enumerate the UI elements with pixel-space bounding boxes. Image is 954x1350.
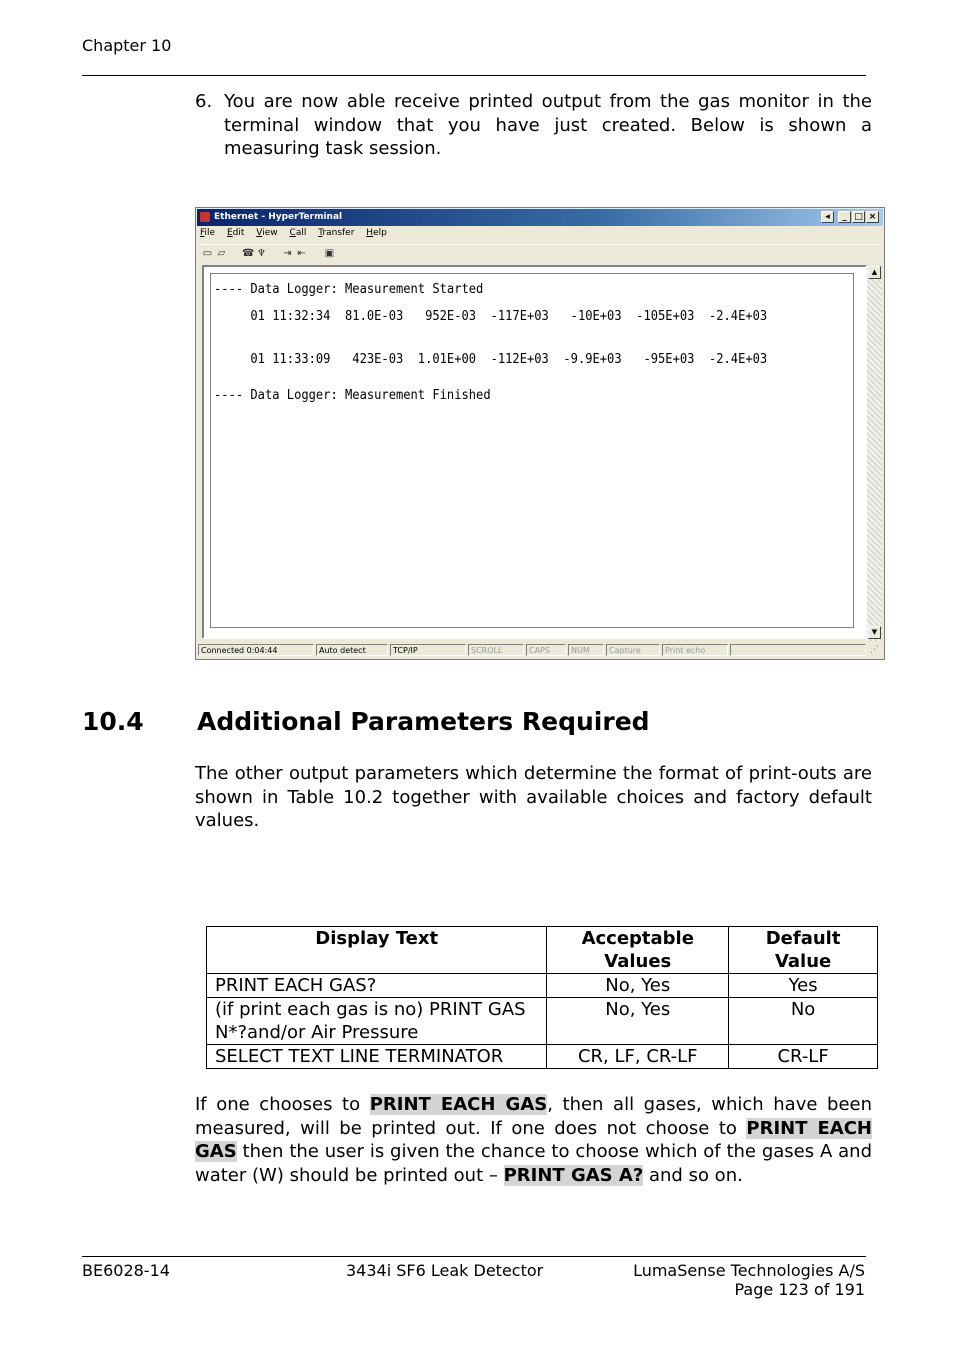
- section-heading: [82, 707, 650, 736]
- status-capture: Capture: [606, 644, 660, 656]
- para-text: , then all gases, which have been measured, will be printed out. If one does not choose to: [195, 1094, 872, 1139]
- column-header: Display Text: [207, 927, 547, 974]
- menu-call[interactable]: Call: [289, 228, 307, 238]
- terminal-line: 01 11:32:34 81.0E-03 952E-03 -117E+03 -10E+03 -105E+03 -2.4E+03: [214, 309, 768, 324]
- footer-rule: [82, 1256, 866, 1257]
- footer-doc-number: BE6028-14: [82, 1261, 170, 1280]
- para-text: If one chooses to: [195, 1094, 370, 1115]
- para-text: and so on.: [643, 1164, 743, 1186]
- section-title: Additional Parameters Required: [197, 707, 650, 736]
- hyperterminal-window: [195, 207, 885, 660]
- call-icon[interactable]: ☎: [242, 248, 255, 259]
- status-connected: Connected 0:04:44: [198, 644, 314, 656]
- footer-product: 3434i SF6 Leak Detector: [346, 1261, 544, 1280]
- status-num: NUM: [568, 644, 604, 656]
- footer-company: LumaSense Technologies A/S: [633, 1261, 865, 1280]
- open-icon[interactable]: ▱: [217, 248, 226, 259]
- window-titlebar: [197, 209, 883, 226]
- table-cell: No, Yes: [547, 998, 729, 1045]
- status-blank: [730, 644, 866, 656]
- column-header: Default Value: [729, 927, 878, 974]
- table-cell: No: [729, 998, 878, 1045]
- table-cell: SELECT TEXT LINE TERMINATOR: [207, 1045, 547, 1069]
- table-row: [207, 974, 878, 998]
- status-protocol: TCP/IP: [390, 644, 466, 656]
- vertical-scrollbar[interactable]: [867, 265, 882, 641]
- terminal-line: ---- Data Logger: Measurement Started: [214, 282, 484, 297]
- highlight-print-each-gas: PRINT EACH GAS: [369, 1094, 548, 1115]
- parameters-table: [206, 926, 878, 1069]
- table-cell: CR-LF: [729, 1045, 878, 1069]
- status-print-echo: Print echo: [662, 644, 728, 656]
- step-6: [195, 90, 872, 161]
- hyperterminal-icon: [200, 212, 210, 222]
- print-each-gas-paragraph: [195, 1093, 872, 1187]
- intro-paragraph: The other output parameters which determine the format of print-outs are shown in Table 10.2 together with available choices and factory default values.: [195, 763, 872, 831]
- resize-grip-icon[interactable]: ⋰: [870, 645, 879, 655]
- menu-file[interactable]: File: [200, 228, 216, 238]
- menu-transfer[interactable]: Transfer: [318, 228, 355, 238]
- scroll-down-icon[interactable]: ▼: [868, 626, 881, 639]
- terminal-line: ---- Data Logger: Measurement Finished: [214, 388, 491, 403]
- table-cell: (if print each gas is no) PRINT GAS N*?and/or Air Pressure: [207, 998, 547, 1045]
- scroll-up-icon[interactable]: ▲: [868, 266, 881, 279]
- menu-bar: [200, 228, 396, 238]
- section-number: 10.4: [82, 707, 144, 736]
- table-header-row: [207, 927, 878, 974]
- highlight-print-each-gas: PRINT EACH GAS: [195, 1117, 872, 1162]
- properties-icon[interactable]: ▣: [324, 248, 335, 259]
- receive-icon[interactable]: ⇤: [297, 248, 306, 259]
- menu-edit[interactable]: Edit: [226, 228, 245, 238]
- highlight-print-gas-a: PRINT GAS A?: [503, 1164, 644, 1186]
- terminal-screen: [210, 273, 854, 628]
- toolbar: [200, 244, 880, 262]
- table-cell: PRINT EACH GAS?: [207, 974, 547, 998]
- status-caps: CAPS: [526, 644, 566, 656]
- terminal-area[interactable]: [202, 265, 867, 639]
- send-icon[interactable]: ⇥: [283, 248, 292, 259]
- step-number: 6.: [195, 91, 213, 112]
- terminal-line: 01 11:33:09 423E-03 1.01E+00 -112E+03 -9.9E+03 -95E+03 -2.4E+03: [214, 352, 768, 367]
- chapter-header: Chapter 10: [82, 36, 172, 55]
- table-cell: No, Yes: [547, 974, 729, 998]
- status-bar: [198, 643, 882, 658]
- step-text: You are now able receive printed output from the gas monitor in the terminal window that you have just created. Below is shown a measuring task session.: [224, 91, 872, 159]
- table-row: [207, 998, 878, 1045]
- disconnect-icon[interactable]: ♆: [257, 248, 266, 259]
- column-header: Acceptable Values: [547, 927, 729, 974]
- header-rule: [82, 75, 866, 76]
- close-icon[interactable]: ×: [866, 211, 879, 223]
- maximize-icon[interactable]: □: [852, 211, 865, 223]
- para-text: then the user is given the chance to choose which of the gases A and water (W) should be printed out –: [195, 1141, 872, 1186]
- new-icon[interactable]: ▭: [202, 248, 213, 259]
- table-cell: Yes: [729, 974, 878, 998]
- status-scroll: SCROLL: [468, 644, 524, 656]
- minimize-icon[interactable]: _: [838, 211, 851, 223]
- table-cell: CR, LF, CR-LF: [547, 1045, 729, 1069]
- table-row: [207, 1045, 878, 1069]
- help-context-icon[interactable]: ◂: [821, 211, 834, 223]
- status-detect: Auto detect: [316, 644, 388, 656]
- menu-view[interactable]: View: [256, 228, 278, 238]
- footer-page: Page 123 of 191: [734, 1280, 865, 1299]
- window-title: Ethernet - HyperTerminal: [214, 212, 343, 222]
- menu-help[interactable]: Help: [366, 228, 387, 238]
